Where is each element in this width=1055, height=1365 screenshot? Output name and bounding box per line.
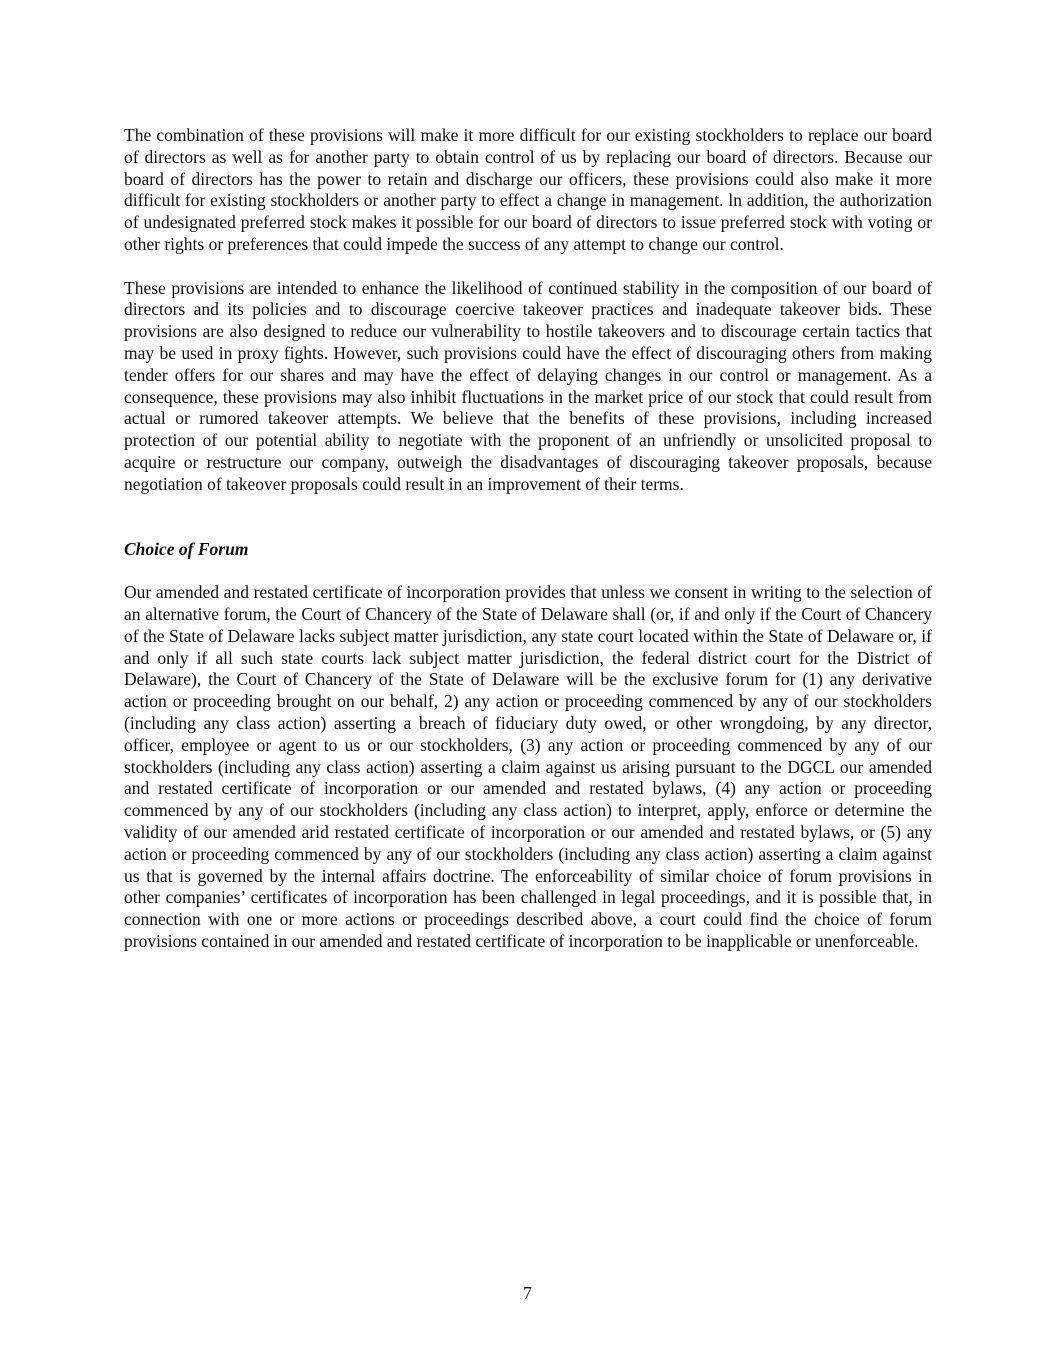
paragraph-provisions-intent: These provisions are intended to enhance the likelihood of continued stability in the composition of our board of directors and its policies and to discourage coercive takeover practices and inadequate takeover bids. These provisions are also designed to reduce our vulnerability to hostile takeovers and to discourage certain tactics that may be used in proxy fights. However, such provisions could have the effect of discouraging others from making tender offers for our shares and may have the effect of delaying changes in our control or management. As a consequence, these provisions may also inhibit fluctuations in the market price of our stock that could result from actual or rumored takeover attempts. We believe that the benefits of these provisions, including increased protection of our potential ability to negotiate with the proponent of an unfriendly or unsolicited proposal to acquire or restructure our company, outweigh the disadvantages of discouraging takeover proposals, because negotiation of takeover proposals could result in an improvement of their terms. xyxy=(124,277,932,494)
page-number: 7 xyxy=(523,1283,532,1303)
paragraph-choice-of-forum: Our amended and restated certificate of incorporation provides that unless we consent in writing to the selection of an alternative forum, the Court of Chancery of the State of Delaware shall (or, if and only if the Court of Chancery of the State of Delaware lacks subject matter jurisdiction, any state court located within the State of Delaware or, if and only if all such state courts lack subject matter jurisdiction, the federal district court for the District of Delaware), the Court of Chancery of the State of Delaware will be the exclusive forum for (1) any derivative action or proceeding brought on our behalf, 2) any action or proceeding commenced by any of our stockholders (including any class action) asserting a breach of fiduciary duty owed, or other wrongdoing, by any director, officer, employee or agent to us or our stockholders, (3) any action or proceeding commenced by any of our stockholders (including any class action) asserting a claim against us arising pursuant to the DGCL our amended and restated certificate of incorporation or our amended and restated bylaws, (4) any action or proceeding commenced by any of our stockholders (including any class action) to interpret, apply, enforce or determine the validity of our amended arid restated certificate of incorporation or our amended and restated bylaws, or (5) any action or proceeding commenced by any of our stockholders (including any class action) asserting a claim against us that is governed by the internal affairs doctrine. The enforceability of similar choice of forum provisions in other companies’ certificates of incorporation has been challenged in legal proceedings, and it is possible that, in connection with one or more actions or proceedings described above, a court could find the choice of forum provisions contained in our amended and restated certificate of incorporation to be inapplicable or unenforceable. xyxy=(124,582,932,951)
document-body xyxy=(124,125,932,953)
section-heading-choice-of-forum: Choice of Forum xyxy=(124,538,249,559)
paragraph-provisions-combination: The combination of these provisions will make it more difficult for our existing stockholders to replace our board of directors as well as for another party to obtain control of us by replacing our board of directors. Because our board of directors has the power to retain and discharge our officers, these provisions could also make it more difficult for existing stockholders or another party to effect a change in management. ln addition, the authorization of undesignated preferred stock makes it possible for our board of directors to issue preferred stock with voting or other rights or preferences that could impede the success of any attempt to change our control. xyxy=(124,125,932,254)
